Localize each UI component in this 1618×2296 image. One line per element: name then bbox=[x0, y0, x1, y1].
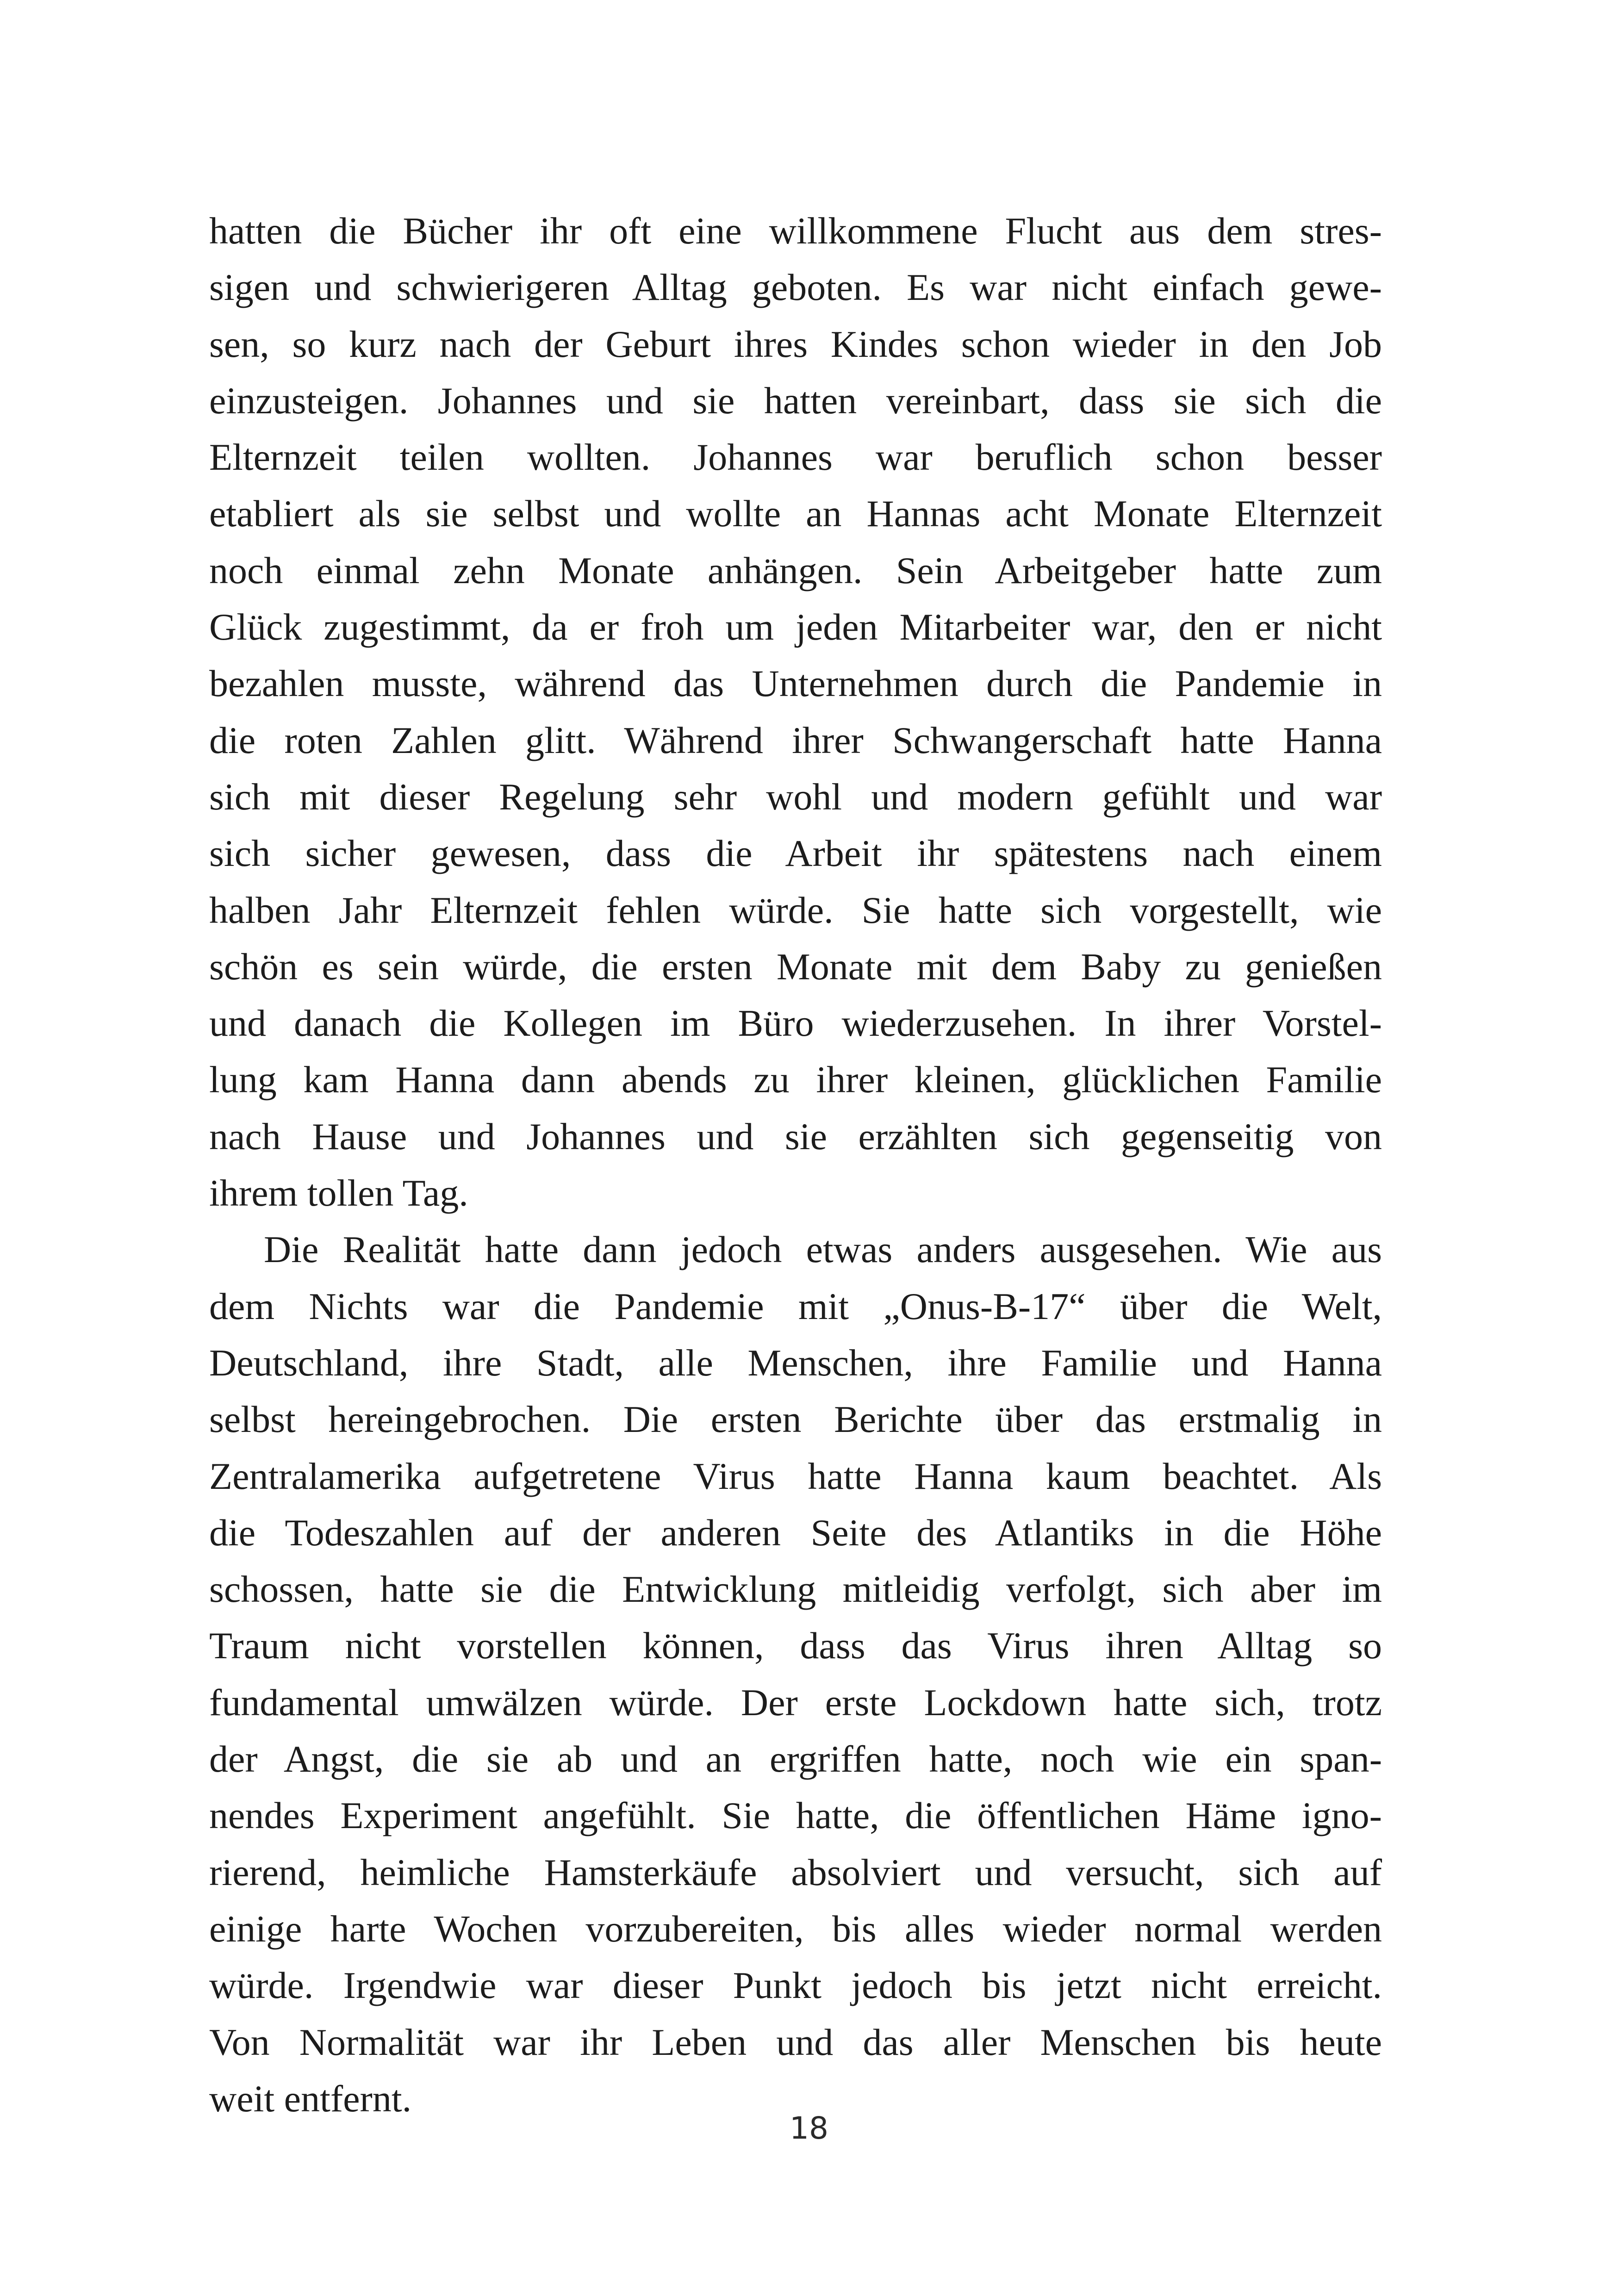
text-line: weit entfernt. bbox=[209, 2077, 412, 2120]
text-line: nach Hause und Johannes und sie erzählten sich gegenseitig von bbox=[209, 1115, 1382, 1157]
text-line: rierend, heimliche Hamsterkäufe absolviert und versucht, sich auf bbox=[209, 1851, 1382, 1893]
text-line: sigen und schwierigeren Alltag geboten. Es war nicht einfach gewe- bbox=[209, 266, 1382, 309]
text-line: Elternzeit teilen wollten. Johannes war beruflich schon besser bbox=[209, 436, 1382, 479]
body-text bbox=[209, 203, 1382, 2127]
text-line: dem Nichts war die Pandemie mit „Onus-B-17“ über die Welt, bbox=[209, 1285, 1382, 1327]
text-line: lung kam Hanna dann abends zu ihrer kleinen, glücklichen Familie bbox=[209, 1058, 1382, 1101]
text-line: sich mit dieser Regelung sehr wohl und modern gefühlt und war bbox=[209, 775, 1382, 818]
text-line: nendes Experiment angefühlt. Sie hatte, die öffentlichen Häme igno- bbox=[209, 1794, 1382, 1837]
paragraph-1 bbox=[209, 203, 1382, 1221]
text-line: der Angst, die sie ab und an ergriffen hatte, noch wie ein span- bbox=[209, 1738, 1382, 1780]
text-line: schossen, hatte sie die Entwicklung mitleidig verfolgt, sich aber im bbox=[209, 1568, 1382, 1611]
text-line: Glück zugestimmt, da er froh um jeden Mitarbeiter war, den er nicht bbox=[209, 606, 1382, 648]
text-line: schön es sein würde, die ersten Monate mit dem Baby zu genießen bbox=[209, 945, 1382, 988]
text-line: bezahlen musste, während das Unternehmen durch die Pandemie in bbox=[209, 662, 1382, 705]
text-line: Traum nicht vorstellen können, dass das Virus ihren Alltag so bbox=[209, 1624, 1382, 1667]
text-line: hatten die Bücher ihr oft eine willkommene Flucht aus dem stres- bbox=[209, 210, 1382, 252]
text-line: noch einmal zehn Monate anhängen. Sein Arbeitgeber hatte zum bbox=[209, 549, 1382, 591]
text-line: ihrem tollen Tag. bbox=[209, 1172, 468, 1214]
page-number: 18 bbox=[790, 2110, 828, 2146]
text-line: etabliert als sie selbst und wollte an Hannas acht Monate Elternzeit bbox=[209, 492, 1382, 535]
text-line: würde. Irgendwie war dieser Punkt jedoch bis jetzt nicht erreicht. bbox=[209, 1964, 1382, 2007]
text-line: Die Realität hatte dann jedoch etwas anders ausgesehen. Wie aus bbox=[264, 1228, 1382, 1271]
text-line: sen, so kurz nach der Geburt ihres Kindes schon wieder in den Job bbox=[209, 323, 1382, 365]
text-line: Von Normalität war ihr Leben und das aller Menschen bis heute bbox=[209, 2021, 1382, 2063]
text-line: fundamental umwälzen würde. Der erste Lockdown hatte sich, trotz bbox=[209, 1681, 1382, 1724]
paragraph-2 bbox=[209, 1221, 1382, 2127]
text-line: Deutschland, ihre Stadt, alle Menschen, ihre Familie und Hanna bbox=[209, 1341, 1382, 1384]
text-line: halben Jahr Elternzeit fehlen würde. Sie hatte sich vorgestellt, wie bbox=[209, 889, 1382, 931]
text-line: und danach die Kollegen im Büro wiederzusehen. In ihrer Vorstel- bbox=[209, 1002, 1382, 1045]
text-line: die roten Zahlen glitt. Während ihrer Schwangerschaft hatte Hanna bbox=[209, 719, 1382, 761]
text-line: selbst hereingebrochen. Die ersten Berichte über das erstmalig in bbox=[209, 1398, 1382, 1441]
text-line: einige harte Wochen vorzubereiten, bis alles wieder normal werden bbox=[209, 1907, 1382, 1950]
text-line: einzusteigen. Johannes und sie hatten vereinbart, dass sie sich die bbox=[209, 379, 1382, 422]
text-line: die Todeszahlen auf der anderen Seite des Atlantiks in die Höhe bbox=[209, 1511, 1382, 1554]
text-line: Zentralamerika aufgetretene Virus hatte Hanna kaum beachtet. Als bbox=[209, 1455, 1382, 1497]
text-line: sich sicher gewesen, dass die Arbeit ihr spätestens nach einem bbox=[209, 832, 1382, 875]
